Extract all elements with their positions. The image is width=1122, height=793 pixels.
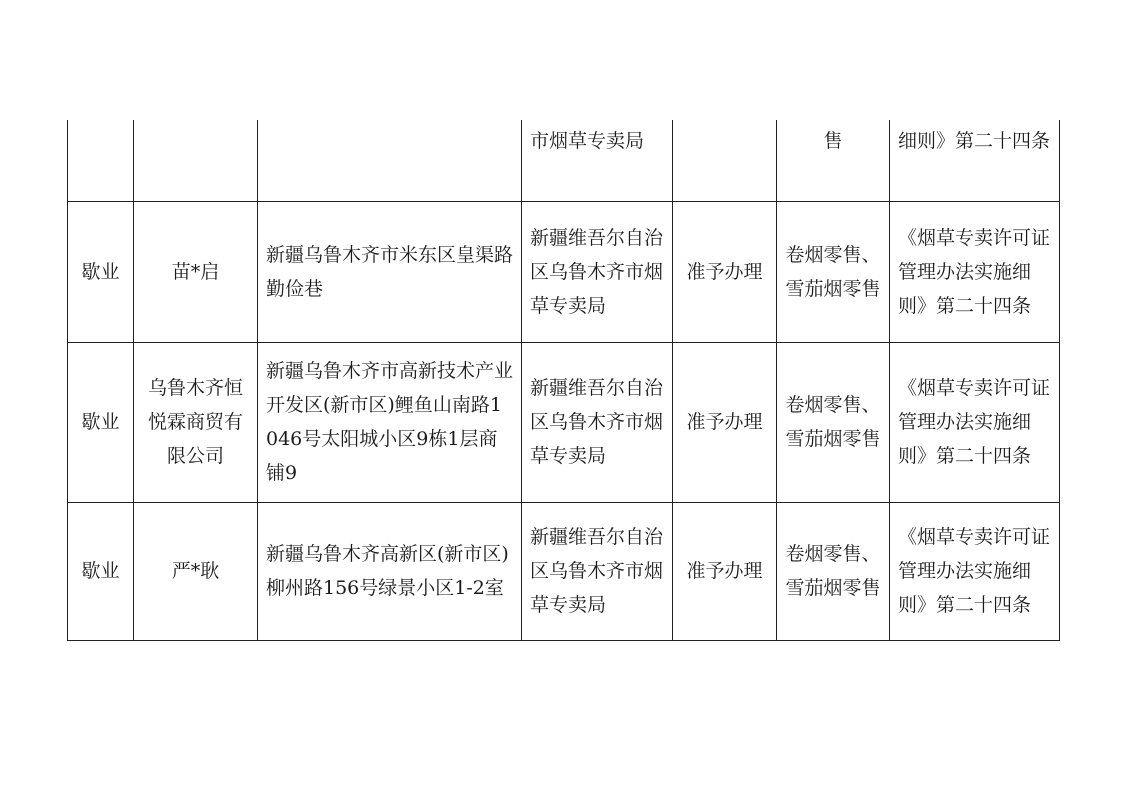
status-cell: 歇业 <box>68 502 134 640</box>
action-cell: 准予办理 <box>673 201 777 342</box>
address-cell: 新疆乌鲁木齐高新区(新市区)柳州路156号绿景小区1-2室 <box>258 502 522 640</box>
scope-cell: 卷烟零售、雪茄烟零售 <box>777 502 890 640</box>
scope-cell: 售 <box>777 120 890 201</box>
status-cell: 歇业 <box>68 201 134 342</box>
table-row <box>68 342 1060 502</box>
scope-cell: 卷烟零售、雪茄烟零售 <box>777 201 890 342</box>
name-cell: 严*耿 <box>134 502 258 640</box>
organ-cell: 新疆维吾尔自治区乌鲁木齐市烟草专卖局 <box>522 342 673 502</box>
basis-cell: 《烟草专卖许可证管理办法实施细则》第二十四条 <box>890 201 1060 342</box>
name-cell <box>134 120 258 201</box>
license-table <box>67 120 1060 641</box>
table-row <box>68 502 1060 640</box>
action-cell: 准予办理 <box>673 502 777 640</box>
organ-cell: 市烟草专卖局 <box>522 120 673 201</box>
basis-cell: 《烟草专卖许可证管理办法实施细则》第二十四条 <box>890 342 1060 502</box>
organ-cell: 新疆维吾尔自治区乌鲁木齐市烟草专卖局 <box>522 201 673 342</box>
action-cell: 准予办理 <box>673 342 777 502</box>
action-cell <box>673 120 777 201</box>
table-row <box>68 201 1060 342</box>
address-cell: 新疆乌鲁木齐市高新技术产业开发区(新市区)鲤鱼山南路1046号太阳城小区9栋1层商铺9 <box>258 342 522 502</box>
status-cell <box>68 120 134 201</box>
address-cell <box>258 120 522 201</box>
organ-cell: 新疆维吾尔自治区乌鲁木齐市烟草专卖局 <box>522 502 673 640</box>
scope-cell: 卷烟零售、雪茄烟零售 <box>777 342 890 502</box>
basis-cell: 细则》第二十四条 <box>890 120 1060 201</box>
status-cell: 歇业 <box>68 342 134 502</box>
table-row <box>68 120 1060 201</box>
address-cell: 新疆乌鲁木齐市米东区皇渠路勤俭巷 <box>258 201 522 342</box>
name-cell: 苗*启 <box>134 201 258 342</box>
name-cell: 乌鲁木齐恒悦霖商贸有限公司 <box>134 342 258 502</box>
basis-cell: 《烟草专卖许可证管理办法实施细则》第二十四条 <box>890 502 1060 640</box>
